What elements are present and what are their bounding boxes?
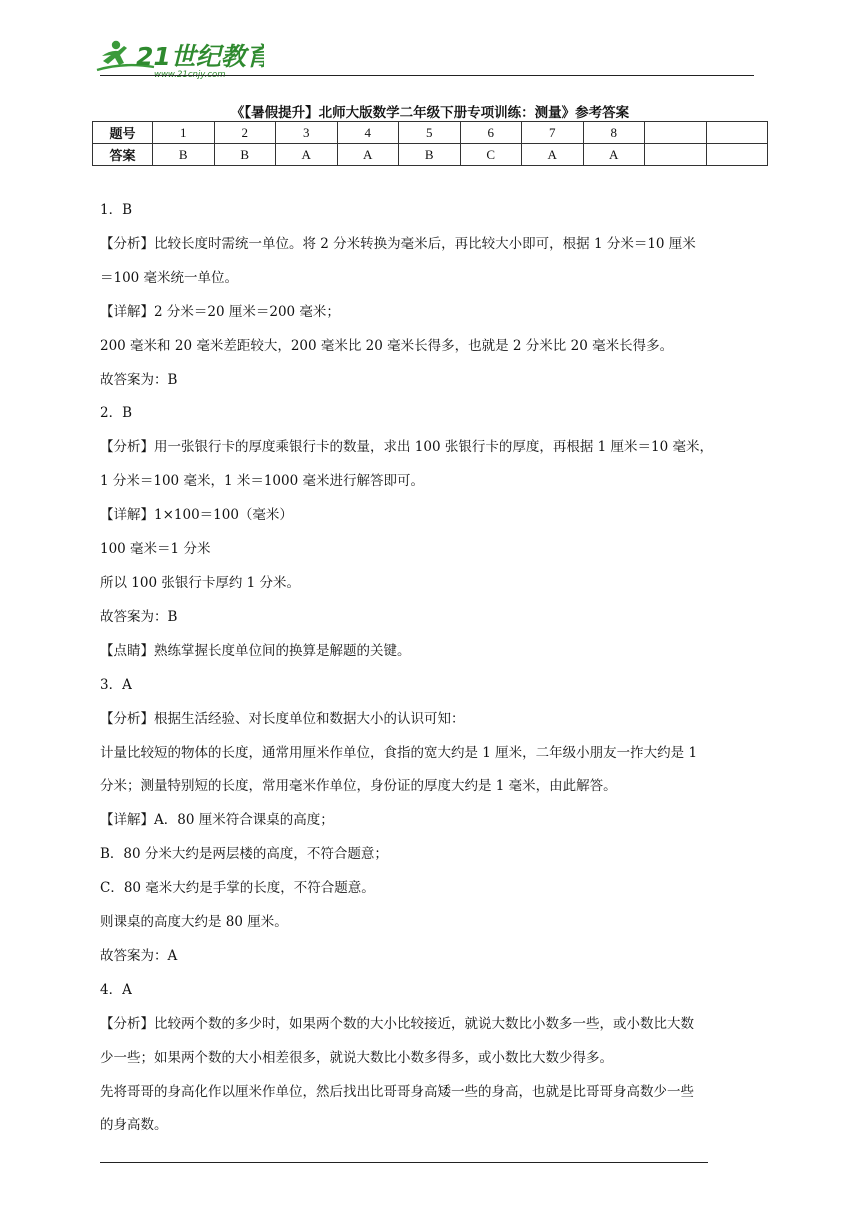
answer-line: 故答案为：A (100, 947, 178, 964)
table-cell: A (276, 144, 338, 166)
question-1-heading: 1．B (100, 202, 133, 218)
table-row-numbers (93, 122, 768, 144)
table-cell (645, 144, 707, 166)
analysis-line: 计量比较短的物体的长度，通常用厘米作单位，食指的宽大约是 1 厘米，二年级小朋友一拃大约是 1 (100, 744, 698, 761)
question-4-heading: 4．A (100, 981, 132, 998)
table-cell: 3 (276, 122, 338, 144)
table-cell: A (522, 144, 584, 166)
analysis-line: ＝100 毫米统一单位。 (100, 269, 239, 286)
table-cell: 1 (153, 122, 215, 144)
table-cell: 8 (583, 122, 645, 144)
analysis-line: 【分析】比较两个数的多少时，如果两个数的大小比较接近，就说大数比小数多一些，或小数比大数 (100, 1015, 694, 1032)
table-cell: 7 (522, 122, 584, 144)
table-cell (706, 144, 768, 166)
analysis-line: 的身高数。 (100, 1117, 168, 1134)
analysis-line: 分米；测量特别短的长度，常用毫米作单位，身份证的厚度大约是 1 毫米，由此解答。 (100, 778, 617, 795)
table-cell: 5 (399, 122, 461, 144)
analysis-line: 先将哥哥的身高化作以厘米作单位，然后找出比哥哥身高矮一些的身高，也就是比哥哥身高数少一些 (100, 1083, 694, 1100)
answer-line: 故答案为：B (100, 371, 178, 388)
table-cell: 2 (214, 122, 276, 144)
analysis-line: 少一些；如果两个数的大小相差很多，就说大数比小数多得多，或小数比大数少得多。 (100, 1049, 613, 1066)
analysis-line: 【分析】用一张银行卡的厚度乘银行卡的数量，求出 100 张银行卡的厚度，再根据 1 厘米＝10 毫米， (100, 439, 713, 456)
detail-line: 【详解】2 分米＝20 厘米＝200 毫米； (100, 303, 340, 320)
table-cell: B (153, 144, 215, 166)
table-cell: B (399, 144, 461, 166)
table-cell: A (337, 144, 399, 166)
footer-divider (100, 1162, 708, 1163)
detail-line: 100 毫米＝1 分米 (100, 541, 211, 558)
table-cell (706, 122, 768, 144)
row-header-answer: 答案 (93, 144, 153, 166)
row-header-question-number: 题号 (93, 122, 153, 144)
analysis-line: 【分析】根据生活经验、对长度单位和数据大小的认识可知： (100, 710, 465, 727)
analysis-line: 【分析】比较长度时需统一单位。将 2 分米转换为毫米后，再比较大小即可，根据 1 分米＝10 厘米 (100, 235, 696, 252)
question-2-heading: 2．B (100, 405, 133, 422)
table-cell: B (214, 144, 276, 166)
comment-line: 【点睛】熟练掌握长度单位间的换算是解题的关键。 (100, 642, 411, 659)
detail-line: 200 毫米和 20 毫米差距较大，200 毫米比 20 毫米长得多，也就是 2 分米比 20 毫米长得多。 (100, 337, 674, 354)
document-title: 《【暑假提升】北师大版数学二年级下册专项训练：测量》参考答案 (230, 105, 630, 121)
logo-graphic (94, 36, 264, 80)
table-cell: 4 (337, 122, 399, 144)
table-cell: C (460, 144, 522, 166)
detail-line: B．80 分米大约是两层楼的高度，不符合题意； (100, 846, 388, 863)
question-3-heading: 3．A (100, 676, 132, 693)
table-row-answers (93, 144, 768, 166)
table-cell (645, 122, 707, 144)
detail-line: 【详解】1×100＝100（毫米） (100, 507, 293, 524)
analysis-line: 1 分米＝100 毫米，1 米＝1000 毫米进行解答即可。 (100, 473, 424, 490)
answer-table (92, 121, 768, 166)
logo-text: 21世纪教育 (136, 42, 264, 71)
detail-line: C．80 毫米大约是手掌的长度，不符合题意。 (100, 880, 375, 897)
detail-line: 所以 100 张银行卡厚约 1 分米。 (100, 574, 301, 591)
logo-url: www.21cnjy.com (154, 70, 226, 80)
answer-explanations (100, 194, 762, 1143)
header-divider (100, 75, 754, 76)
detail-line: 【详解】A．80 厘米符合课桌的高度； (100, 812, 334, 829)
table-cell: A (583, 144, 645, 166)
logo (94, 36, 264, 80)
answer-line: 故答案为：B (100, 608, 178, 625)
detail-line: 则课桌的高度大约是 80 厘米。 (100, 914, 288, 931)
table-cell: 6 (460, 122, 522, 144)
